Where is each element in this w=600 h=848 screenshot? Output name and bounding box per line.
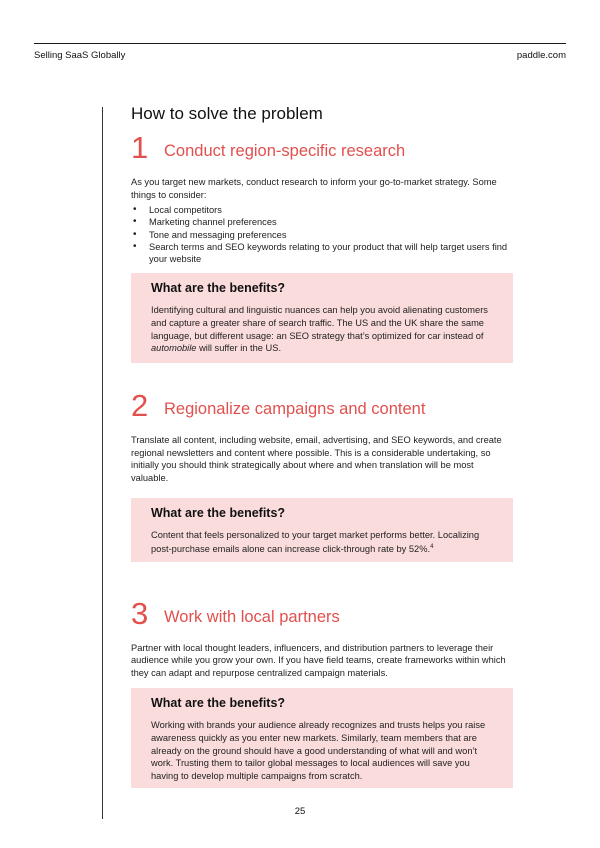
benefits-box-3 — [131, 688, 513, 788]
step-number: 3 — [131, 595, 149, 631]
benefits-box-2 — [131, 498, 513, 562]
benefits-title: What are the benefits? — [151, 696, 286, 711]
footnote-marker: 4 — [430, 544, 434, 551]
document-title: Selling SaaS Globally — [34, 50, 126, 61]
step-1-body: As you target new markets, conduct research to inform your go-to-market strategy. Some things to consider: — [131, 177, 497, 200]
considerations-list — [131, 204, 513, 265]
benefits-text: Working with brands your audience already recognizes and trusts helps you raise awareness quickly as you enter new markets. Similarly, team members that are already on the ground should have a good understanding of what will and won’t work. Trusting them to tailor global messages to local audiences will save you having to develop multiple campaigns from scratch. — [151, 720, 486, 782]
step-number: 1 — [131, 130, 149, 165]
benefits-box-1 — [131, 273, 513, 363]
list-item: • Search terms and SEO keywords relating to your product that will help target users find your website — [131, 241, 513, 265]
list-item: • Local competitors — [131, 204, 513, 216]
step-2-body: Translate all content, including website, email, advertising, and SEO keywords, and create regional newsletters and content where possible. This is a considerable undertaking, so initially you should think strategically about where and when translation will be most valuable. — [131, 435, 502, 483]
page-number: 25 — [294, 806, 306, 817]
benefits-text: Identifying cultural and linguistic nuances can help you avoid alienating customers and capture a greater share of search traffic. The US and the UK share the same language, but different usage: an SEO strategy that’s optimized for car instead of automobile will suffer in the US. — [151, 305, 488, 354]
step-title: Regionalize campaigns and content — [164, 400, 426, 419]
step-number: 2 — [131, 388, 149, 424]
section-heading: How to solve the problem — [131, 104, 323, 123]
emphasized-word: automobile — [151, 343, 197, 354]
list-item: • Tone and messaging preferences — [131, 229, 513, 241]
benefits-title: What are the benefits? — [151, 281, 286, 296]
step-3-heading — [131, 595, 513, 631]
website-link[interactable]: paddle.com — [516, 50, 566, 61]
step-1-heading — [131, 130, 513, 165]
list-item: • Marketing channel preferences — [131, 216, 513, 228]
benefits-title: What are the benefits? — [151, 505, 286, 520]
step-title: Work with local partners — [164, 607, 340, 626]
benefits-text: Content that feels personalized to your target market performs better. Localizing post-purchase emails alone can increase click-through rate by 52%.$^4$ — [151, 529, 480, 555]
page-header — [34, 43, 566, 63]
step-3-body: Partner with local thought leaders, influencers, and distribution partners to leverage their audience while you grow your own. If you have field teams, create frameworks within which they can adapt and repurpose centralized campaign materials. — [131, 642, 506, 678]
margin-rule — [102, 107, 103, 819]
step-2-heading — [131, 388, 513, 424]
step-title: Conduct region-specific research — [164, 142, 406, 160]
main-content — [131, 104, 513, 788]
